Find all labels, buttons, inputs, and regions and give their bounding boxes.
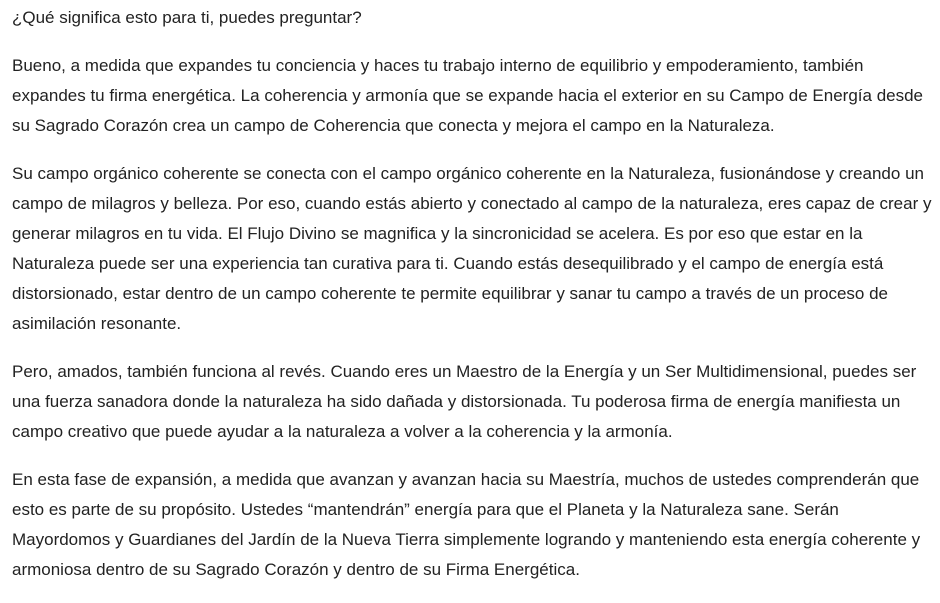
paragraph-expansion-phase: En esta fase de expansión, a medida que avanzan y avanzan hacia su Maestría, muchos de ustedes comprenderán que esto es parte de su propósito. Ustedes “mantendrán” energía para que el Planeta y la Naturaleza sane. Serán Mayordomos y Guardianes del Jardín de la Nueva Tierra simplemente logrando y manteniendo esta energía coherente y armoniosa dentro de su Sagrado Corazón y dentro de su Firma Energética. [12,470,921,579]
paragraph-organic-field: Su campo orgánico coherente se conecta con el campo orgánico coherente en la Naturaleza, fusionándose y creando un campo de milagros y belleza. Por eso, cuando estás abierto y conectado al campo de la naturaleza, eres capaz de crear y generar milagros en tu vida. El Flujo Divino se magnifica y la sincronicidad se acelera. Es por eso que estar en la Naturaleza puede ser una experiencia tan curativa para ti. Cuando estás desequilibrado y el campo de energía está distorsionado, estar dentro de un campo coherente te permite equilibrar y sanar tu campo a través de un proceso de asimilación resonante. [12,164,932,333]
paragraph-energy-signature: Bueno, a medida que expandes tu conciencia y haces tu trabajo interno de equilibrio y empoderamiento, también expandes tu firma energética. La coherencia y armonía que se expande hacia el exterior en su Campo de Energía desde su Sagrado Corazón crea un campo de Coherencia que conecta y mejora el campo en la Naturaleza. [12,56,924,135]
article-body [12,3,932,603]
intro-question: ¿Qué significa esto para ti, puedes preguntar? [12,8,362,27]
paragraph-healing-force: Pero, amados, también funciona al revés. Cuando eres un Maestro de la Energía y un Ser Multidimensional, puedes ser una fuerza sanadora donde la naturaleza ha sido dañada y distorsionada. Tu poderosa firma de energía manifiesta un campo creativo que puede ayudar a la naturaleza a volver a la coherencia y la armonía. [12,362,917,441]
